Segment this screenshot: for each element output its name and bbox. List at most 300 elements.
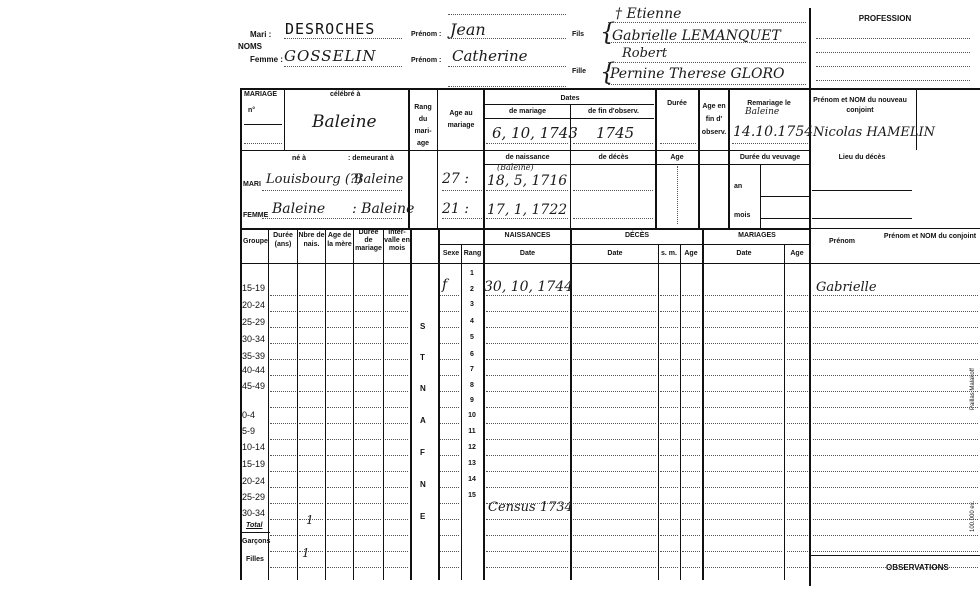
rank-number: 4	[470, 318, 474, 325]
copies-mark: 100.000 ex.	[970, 500, 976, 532]
row-guide	[705, 327, 782, 328]
enfants-letter: T	[420, 353, 425, 362]
row-guide	[682, 327, 700, 328]
row-guide	[660, 423, 678, 424]
row-guide	[573, 487, 656, 488]
row-guide	[440, 391, 459, 392]
row-guide	[573, 567, 656, 568]
row-guide	[327, 311, 351, 312]
row-guide	[813, 567, 978, 568]
row-guide	[660, 471, 678, 472]
row-guide	[385, 535, 408, 536]
row-guide	[270, 391, 296, 392]
remariage-label: Remariage le	[747, 100, 791, 107]
group-label: 35-39	[242, 351, 266, 361]
row-guide	[355, 311, 381, 312]
prenom-label-mari: Prénom :	[411, 31, 442, 38]
age-mariage-label: Age au mariage	[447, 110, 475, 129]
profession-label: PROFESSION	[858, 14, 912, 23]
total-value: 1	[306, 513, 314, 527]
row-guide	[355, 487, 381, 488]
row-guide	[270, 567, 296, 568]
row-guide	[573, 343, 656, 344]
row-guide	[660, 311, 678, 312]
row-guide	[486, 359, 568, 360]
row-guide	[440, 471, 459, 472]
row-guide	[299, 359, 323, 360]
deces-label: DÉCÈS	[624, 232, 650, 239]
row-guide	[682, 423, 700, 424]
femme-age: 21 :	[442, 201, 469, 217]
row-guide	[573, 391, 656, 392]
row-guide	[270, 359, 296, 360]
naiss-date-label: Date	[519, 250, 536, 257]
row-guide	[440, 343, 459, 344]
child-sex: f	[442, 277, 448, 293]
femme-prenom: Catherine	[452, 47, 528, 65]
row-guide	[385, 439, 408, 440]
mariage-title: MARIAGE	[244, 91, 278, 98]
group-label: 30-34	[242, 508, 266, 518]
groupe-label: Groupe	[243, 238, 268, 245]
row-guide	[440, 295, 459, 296]
row-guide	[299, 455, 323, 456]
row-guide	[705, 535, 782, 536]
row-guide	[682, 551, 700, 552]
row-guide	[660, 375, 678, 376]
row-guide	[355, 423, 381, 424]
row-guide	[682, 455, 700, 456]
row-guide	[813, 327, 978, 328]
femme-naissance: 17, 1, 1722	[487, 202, 568, 218]
group-label: 30-34	[242, 334, 266, 344]
row-guide	[385, 519, 408, 520]
row-guide	[573, 359, 656, 360]
row-guide	[573, 375, 656, 376]
row-guide	[385, 455, 408, 456]
row-guide	[486, 455, 568, 456]
row-guide	[270, 487, 296, 488]
femme-name: GOSSELIN	[284, 47, 377, 65]
row-guide	[705, 567, 782, 568]
row-guide	[660, 295, 678, 296]
rank-number: 15	[468, 492, 476, 499]
dates-label: Dates	[560, 95, 580, 102]
row-guide	[682, 407, 700, 408]
row-guide	[486, 343, 568, 344]
row-guide	[486, 439, 568, 440]
group-label: 45-49	[242, 381, 266, 391]
fille-brace: {	[600, 58, 616, 86]
row-guide	[486, 551, 568, 552]
row-guide	[486, 535, 568, 536]
row-guide	[813, 551, 978, 552]
rank-number: 8	[470, 382, 474, 389]
row-guide	[682, 535, 700, 536]
rank-number: 11	[468, 428, 476, 435]
row-guide	[787, 567, 808, 568]
group-label: 25-29	[242, 492, 266, 502]
rank-number: 9	[470, 397, 474, 404]
rank-number: 3	[470, 301, 474, 308]
row-guide	[705, 503, 782, 504]
row-guide	[440, 567, 459, 568]
row-guide	[327, 519, 351, 520]
row-guide	[660, 535, 678, 536]
row-guide	[299, 519, 323, 520]
date-mariage: 6, 10, 1743	[492, 124, 578, 142]
row-guide	[573, 455, 656, 456]
row-guide	[660, 503, 678, 504]
row-guide	[355, 551, 381, 552]
sexe-label: Sexe	[442, 250, 460, 257]
row-guide	[355, 471, 381, 472]
row-guide	[299, 407, 323, 408]
row-guide	[705, 359, 782, 360]
fin-observ-label: de fin d'observ.	[588, 108, 639, 115]
row-guide	[705, 455, 782, 456]
row-guide	[327, 391, 351, 392]
enfants-letter: N	[420, 480, 426, 489]
row-guide	[787, 487, 808, 488]
fils-label: Fils	[572, 31, 585, 38]
row-guide	[299, 551, 323, 552]
census-note: Census 1734	[488, 500, 573, 515]
row-guide	[486, 391, 568, 392]
row-guide	[813, 471, 978, 472]
row-guide	[787, 295, 808, 296]
row-guide	[682, 311, 700, 312]
row-guide	[787, 375, 808, 376]
row-guide	[573, 423, 656, 424]
row-guide	[813, 359, 978, 360]
group-label: 15-19	[242, 459, 266, 469]
mariage-age-label: Age	[790, 250, 804, 257]
row-guide	[813, 503, 978, 504]
row-guide	[813, 311, 978, 312]
de-naissance-label: de naissance	[505, 154, 550, 161]
row-guide	[660, 343, 678, 344]
row-guide	[385, 487, 408, 488]
row-guide	[385, 391, 408, 392]
row-guide	[299, 295, 323, 296]
intervalle-label: Inter-valle en mois	[384, 229, 410, 252]
group-label: 15-19	[242, 283, 266, 293]
row-guide	[299, 535, 323, 536]
row-guide	[440, 359, 459, 360]
row-guide	[299, 439, 323, 440]
row-guide	[573, 519, 656, 520]
row-guide	[327, 503, 351, 504]
fils-line1: † Etienne	[615, 6, 682, 22]
rang-label: Rang	[463, 250, 482, 257]
row-guide	[813, 391, 978, 392]
row-guide	[486, 407, 568, 408]
mariage-place: Baleine	[312, 112, 377, 132]
group-label: 20-24	[242, 476, 266, 486]
child-birth-date: 30, 10, 1744	[484, 279, 574, 295]
row-guide	[327, 471, 351, 472]
row-guide	[813, 519, 978, 520]
group-label: 5-9	[242, 426, 256, 436]
row-guide	[573, 439, 656, 440]
row-guide	[299, 343, 323, 344]
age-label: Age	[670, 154, 684, 161]
row-guide	[660, 327, 678, 328]
row-guide	[660, 359, 678, 360]
rang-mariage-label: Rang du mari-age	[414, 104, 432, 147]
row-guide	[705, 471, 782, 472]
row-guide	[327, 535, 351, 536]
row-guide	[299, 311, 323, 312]
row-guide	[705, 519, 782, 520]
nouveau-conjoint-label: Prénom et NOM du nouveau conjoint	[813, 97, 907, 114]
row-guide	[385, 407, 408, 408]
row-guide	[355, 375, 381, 376]
row-guide	[270, 503, 296, 504]
row-guide	[385, 311, 408, 312]
row-guide	[270, 375, 296, 376]
row-guide	[682, 503, 700, 504]
row-guide	[270, 519, 296, 520]
fils-line2: Gabrielle LEMANQUET	[612, 28, 781, 44]
row-guide	[573, 327, 656, 328]
row-guide	[355, 503, 381, 504]
row-guide	[787, 391, 808, 392]
row-guide	[385, 375, 408, 376]
row-guide	[787, 455, 808, 456]
mariages-label: MARIAGES	[738, 232, 776, 239]
row-guide	[705, 295, 782, 296]
row-guide	[486, 567, 568, 568]
date-fin-observ: 1745	[596, 124, 635, 142]
row-guide	[682, 471, 700, 472]
row-guide	[787, 439, 808, 440]
row-guide	[355, 391, 381, 392]
prenom-enfant-label: Prénom	[828, 238, 856, 245]
mari-prenom: Jean	[450, 20, 486, 39]
row-guide	[355, 359, 381, 360]
row-guide	[705, 423, 782, 424]
row-guide	[270, 311, 296, 312]
row-guide	[327, 407, 351, 408]
row-guide	[660, 391, 678, 392]
group-label: 40-44	[242, 365, 266, 375]
row-guide	[573, 295, 656, 296]
row-guide	[385, 503, 408, 504]
duree-label: Durée	[667, 100, 687, 107]
prenom-label-femme: Prénom :	[411, 57, 442, 64]
row-guide	[327, 487, 351, 488]
age-mere-label: Age de la mère	[327, 232, 352, 248]
row-guide	[682, 567, 700, 568]
row-guide	[385, 327, 408, 328]
row-guide	[486, 423, 568, 424]
row-guide	[270, 407, 296, 408]
nbre-nais-label: Nbre de nais.	[298, 232, 325, 248]
row-guide	[573, 311, 656, 312]
row-guide	[270, 327, 296, 328]
row-guide	[787, 423, 808, 424]
fils-brace: {	[600, 18, 616, 46]
duree-veuvage-label: Durée du veuvage	[739, 154, 801, 161]
row-guide	[299, 471, 323, 472]
row-guide	[787, 311, 808, 312]
group-label: 10-14	[242, 442, 266, 452]
row-guide	[486, 503, 568, 504]
row-guide	[813, 455, 978, 456]
rank-number: 14	[468, 476, 476, 483]
rank-number: 13	[468, 460, 476, 467]
mariage-date-label: Date	[736, 250, 752, 257]
femme-dem: : Baleine	[352, 201, 415, 217]
femme-label: Femme :	[250, 55, 283, 64]
enfants-letter: S	[420, 322, 426, 331]
row-guide	[486, 375, 568, 376]
deces-age-label: Age	[684, 250, 698, 257]
row-guide	[385, 471, 408, 472]
mari-row-label: MARI	[243, 181, 261, 188]
row-guide	[682, 375, 700, 376]
row-guide	[355, 343, 381, 344]
rank-number: 7	[470, 366, 474, 373]
mari-label: Mari :	[250, 30, 272, 39]
row-guide	[486, 519, 568, 520]
row-guide	[705, 551, 782, 552]
row-guide	[660, 551, 678, 552]
row-guide	[813, 439, 978, 440]
mois-label: mois	[734, 212, 751, 219]
row-guide	[327, 295, 351, 296]
mari-naissance: 18, 5, 1716	[487, 173, 568, 189]
row-guide	[787, 551, 808, 552]
garcons-label: Garçons	[242, 538, 271, 545]
row-guide	[682, 487, 700, 488]
row-guide	[440, 327, 459, 328]
row-guide	[355, 407, 381, 408]
row-guide	[440, 375, 459, 376]
rank-number: 5	[470, 334, 474, 341]
row-guide	[705, 391, 782, 392]
deces-date-label: Date	[607, 250, 623, 257]
row-guide	[270, 439, 296, 440]
row-guide	[440, 407, 459, 408]
row-guide	[327, 439, 351, 440]
enfants-letter: A	[420, 416, 426, 425]
row-guide	[660, 519, 678, 520]
row-guide	[355, 327, 381, 328]
row-guide	[660, 487, 678, 488]
row-guide	[573, 407, 656, 408]
enfants-letter: N	[420, 384, 426, 393]
duree-mariage-label: Durée de mariage	[355, 229, 382, 252]
row-guide	[327, 423, 351, 424]
row-guide	[355, 567, 381, 568]
femme-ne: Baleine	[272, 201, 326, 217]
row-guide	[660, 407, 678, 408]
row-guide	[486, 471, 568, 472]
row-guide	[270, 423, 296, 424]
row-guide	[787, 503, 808, 504]
an-label: an	[734, 183, 743, 190]
row-guide	[440, 455, 459, 456]
remariage-place: Baleine	[745, 107, 780, 117]
naissances-label: NAISSANCES	[504, 232, 551, 239]
row-guide	[385, 359, 408, 360]
row-guide	[440, 551, 459, 552]
row-guide	[299, 391, 323, 392]
ne-a-label: né à	[292, 155, 307, 162]
rank-number: 1	[470, 270, 474, 277]
age-fin-label: Age en fin d' observ.	[701, 103, 727, 136]
group-label: 25-29	[242, 317, 266, 327]
row-guide	[787, 407, 808, 408]
row-guide	[705, 375, 782, 376]
fils-line3: Robert	[622, 46, 668, 61]
row-guide	[813, 343, 978, 344]
child-prenom: Gabrielle	[816, 280, 877, 295]
row-guide	[385, 567, 408, 568]
row-guide	[486, 311, 568, 312]
row-guide	[486, 487, 568, 488]
row-guide	[573, 471, 656, 472]
row-guide	[660, 567, 678, 568]
row-guide	[486, 327, 568, 328]
rank-number: 10	[468, 412, 476, 419]
noms-label: NOMS	[238, 42, 262, 51]
filles-value: 1	[302, 546, 310, 560]
row-guide	[682, 359, 700, 360]
sm-label: s. m.	[661, 250, 677, 257]
mari-dem: Baleine	[354, 172, 404, 187]
row-guide	[440, 519, 459, 520]
row-guide	[385, 551, 408, 552]
row-guide	[660, 455, 678, 456]
nouveau-conjoint: Nicolas HAMELIN	[813, 125, 936, 140]
group-label: 0-4	[242, 410, 256, 420]
row-guide	[682, 391, 700, 392]
row-guide	[705, 407, 782, 408]
mari-age: 27 :	[442, 171, 469, 187]
mari-naiss-note: (Baleine)	[497, 163, 534, 172]
row-guide	[299, 567, 323, 568]
row-guide	[355, 439, 381, 440]
no-label: n°	[248, 107, 256, 114]
row-guide	[299, 375, 323, 376]
row-guide	[705, 487, 782, 488]
mari-ne: Louisbourg (?)	[266, 172, 362, 187]
row-guide	[327, 343, 351, 344]
row-guide	[327, 327, 351, 328]
row-guide	[813, 423, 978, 424]
rank-number: 2	[470, 286, 474, 293]
celebre-label: célébré à	[330, 91, 361, 98]
row-guide	[705, 343, 782, 344]
row-guide	[270, 343, 296, 344]
row-guide	[327, 567, 351, 568]
printer-mark: Paillas Malakoff	[970, 368, 976, 410]
row-guide	[813, 535, 978, 536]
row-guide	[327, 455, 351, 456]
row-guide	[705, 439, 782, 440]
row-guide	[787, 359, 808, 360]
row-guide	[440, 535, 459, 536]
row-guide	[787, 535, 808, 536]
row-guide	[299, 487, 323, 488]
row-guide	[705, 311, 782, 312]
row-guide	[299, 327, 323, 328]
row-guide	[327, 359, 351, 360]
